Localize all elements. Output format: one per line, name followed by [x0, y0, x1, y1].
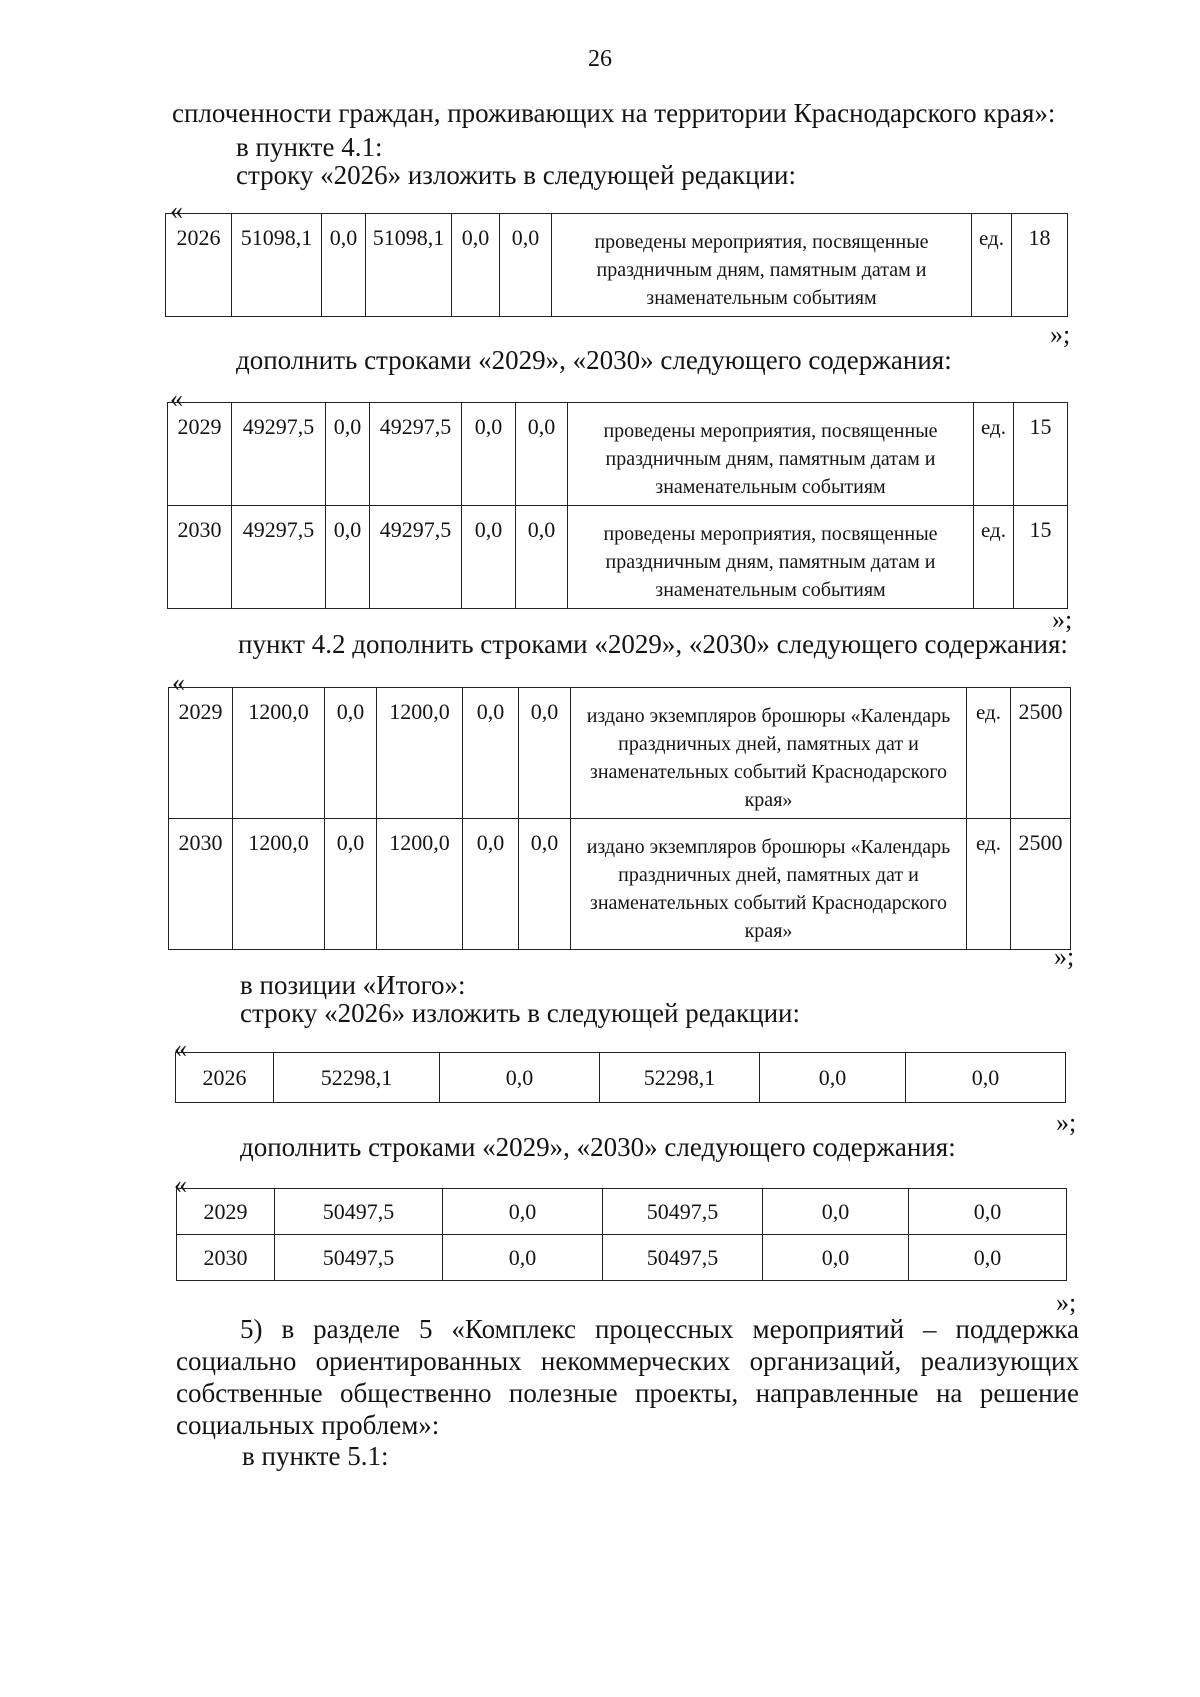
cell-c4: 0,0 — [500, 214, 552, 317]
quote-close-1: »; — [1050, 320, 1071, 349]
cell-c4: 0,0 — [909, 1235, 1067, 1281]
quote-close-5: »; — [1056, 1288, 1077, 1317]
table-itogo-2029-2030 — [176, 1188, 1067, 1281]
cell-c3: 0,0 — [763, 1189, 909, 1235]
cell-total: 49297,5 — [232, 506, 326, 609]
table-row — [177, 1189, 1067, 1235]
cell-total: 1200,0 — [233, 819, 325, 950]
cell-total: 50497,5 — [275, 1235, 443, 1281]
table-row — [169, 819, 1071, 950]
cell-year: 2030 — [177, 1235, 275, 1281]
cell-unit: ед. — [967, 688, 1011, 819]
cell-c4: 0,0 — [519, 688, 571, 819]
cell-total: 50497,5 — [275, 1189, 443, 1235]
cell-c4: 0,0 — [516, 506, 568, 609]
cell-year: 2026 — [176, 1053, 274, 1103]
cell-c3: 0,0 — [463, 819, 519, 950]
point-4-2-heading: пункт 4.2 дополнить строками «2029», «2030» следующего содержания: — [238, 629, 1068, 659]
cell-unit: ед. — [974, 506, 1014, 609]
intro-line-3: строку «2026» изложить в следующей редакции: — [236, 160, 797, 190]
section-5-last-line: в пункте 5.1: — [242, 1441, 389, 1471]
cell-c2: 50497,5 — [603, 1189, 763, 1235]
intro-line-2: в пункте 4.1: — [236, 132, 383, 162]
quote-close-3: »; — [1054, 942, 1075, 971]
cell-c2: 50497,5 — [603, 1235, 763, 1281]
cell-total: 1200,0 — [233, 688, 325, 819]
cell-c3: 0,0 — [760, 1053, 906, 1103]
table-row — [168, 403, 1068, 506]
cell-unit: ед. — [972, 214, 1012, 317]
cell-year: 2029 — [177, 1189, 275, 1235]
cell-value: 15 — [1014, 403, 1068, 506]
cell-description: проведены мероприятия, посвященные праздничным дням, памятным датам и знаменательным событиям — [568, 403, 974, 506]
quote-open-3: « — [172, 668, 185, 697]
table-2029-2030-activity — [167, 402, 1068, 609]
itogo-line-2: строку «2026» изложить в следующей редакции: — [240, 998, 801, 1028]
cell-c3: 0,0 — [463, 688, 519, 819]
cell-c3: 0,0 — [763, 1235, 909, 1281]
cell-c1: 0,0 — [325, 688, 377, 819]
cell-unit: ед. — [974, 403, 1014, 506]
cell-value: 2500 — [1011, 688, 1071, 819]
cell-total: 51098,1 — [232, 214, 322, 317]
section-5-paragraph: 5) в разделе 5 «Комплекс процессных мероприятий – поддержка социально ориентированных некоммерческих организаций, реализующих собственные общественно полезные проекты, направленные на решение социальных проблем»: — [176, 1314, 1079, 1440]
cell-c1: 0,0 — [443, 1189, 603, 1235]
table-brochure — [168, 687, 1071, 950]
cell-c3: 0,0 — [452, 214, 500, 317]
cell-description: издано экземпляров брошюры «Календарь праздничных дней, памятных дат и знаменательных событий Краснодарского края» — [571, 688, 967, 819]
cell-c2: 1200,0 — [377, 688, 463, 819]
cell-c1: 0,0 — [443, 1235, 603, 1281]
quote-open-4: « — [174, 1034, 187, 1063]
cell-c1: 0,0 — [326, 403, 370, 506]
cell-year: 2030 — [168, 506, 232, 609]
cell-value: 15 — [1014, 506, 1068, 609]
cell-value: 18 — [1012, 214, 1068, 317]
table-row — [176, 1053, 1066, 1103]
cell-c2: 1200,0 — [377, 819, 463, 950]
intro-line-1: сплоченности граждан, проживающих на территории Краснодарского края»: — [172, 98, 1056, 128]
cell-description: издано экземпляров брошюры «Календарь праздничных дней, памятных дат и знаменательных событий Краснодарского края» — [571, 819, 967, 950]
cell-c1: 0,0 — [440, 1053, 600, 1103]
table-row — [169, 688, 1071, 819]
cell-year: 2026 — [166, 214, 232, 317]
cell-year: 2029 — [169, 688, 233, 819]
cell-c2: 52298,1 — [600, 1053, 760, 1103]
cell-c2: 51098,1 — [366, 214, 452, 317]
cell-total: 49297,5 — [232, 403, 326, 506]
cell-description: проведены мероприятия, посвященные праздничным дням, памятным датам и знаменательным событиям — [568, 506, 974, 609]
cell-description: проведены мероприятия, посвященные праздничным дням, памятным датам и знаменательным событиям — [552, 214, 972, 317]
cell-year: 2029 — [168, 403, 232, 506]
quote-close-4: »; — [1056, 1108, 1077, 1137]
add-rows-heading-2: дополнить строками «2029», «2030» следующего содержания: — [240, 1132, 956, 1162]
add-rows-heading-1: дополнить строками «2029», «2030» следующего содержания: — [236, 345, 952, 375]
cell-c1: 0,0 — [325, 819, 377, 950]
cell-c1: 0,0 — [322, 214, 366, 317]
page-number: 26 — [588, 46, 612, 72]
cell-c4: 0,0 — [519, 819, 571, 950]
cell-c3: 0,0 — [462, 506, 516, 609]
table-2026-activity — [165, 213, 1068, 317]
cell-value: 2500 — [1011, 819, 1071, 950]
quote-open-1: « — [170, 196, 183, 225]
cell-total: 52298,1 — [274, 1053, 440, 1103]
cell-c4: 0,0 — [906, 1053, 1066, 1103]
cell-c2: 49297,5 — [370, 403, 462, 506]
cell-c2: 49297,5 — [370, 506, 462, 609]
quote-close-2: »; — [1052, 605, 1073, 634]
quote-open-5: « — [174, 1170, 187, 1199]
cell-year: 2030 — [169, 819, 233, 950]
table-row — [168, 506, 1068, 609]
table-row — [166, 214, 1068, 317]
quote-open-2: « — [170, 384, 183, 413]
cell-c4: 0,0 — [516, 403, 568, 506]
cell-c1: 0,0 — [326, 506, 370, 609]
cell-c3: 0,0 — [462, 403, 516, 506]
cell-c4: 0,0 — [909, 1189, 1067, 1235]
table-row — [177, 1235, 1067, 1281]
itogo-line-1: в позиции «Итого»: — [240, 970, 466, 1000]
table-itogo-2026 — [175, 1052, 1066, 1103]
cell-unit: ед. — [967, 819, 1011, 950]
